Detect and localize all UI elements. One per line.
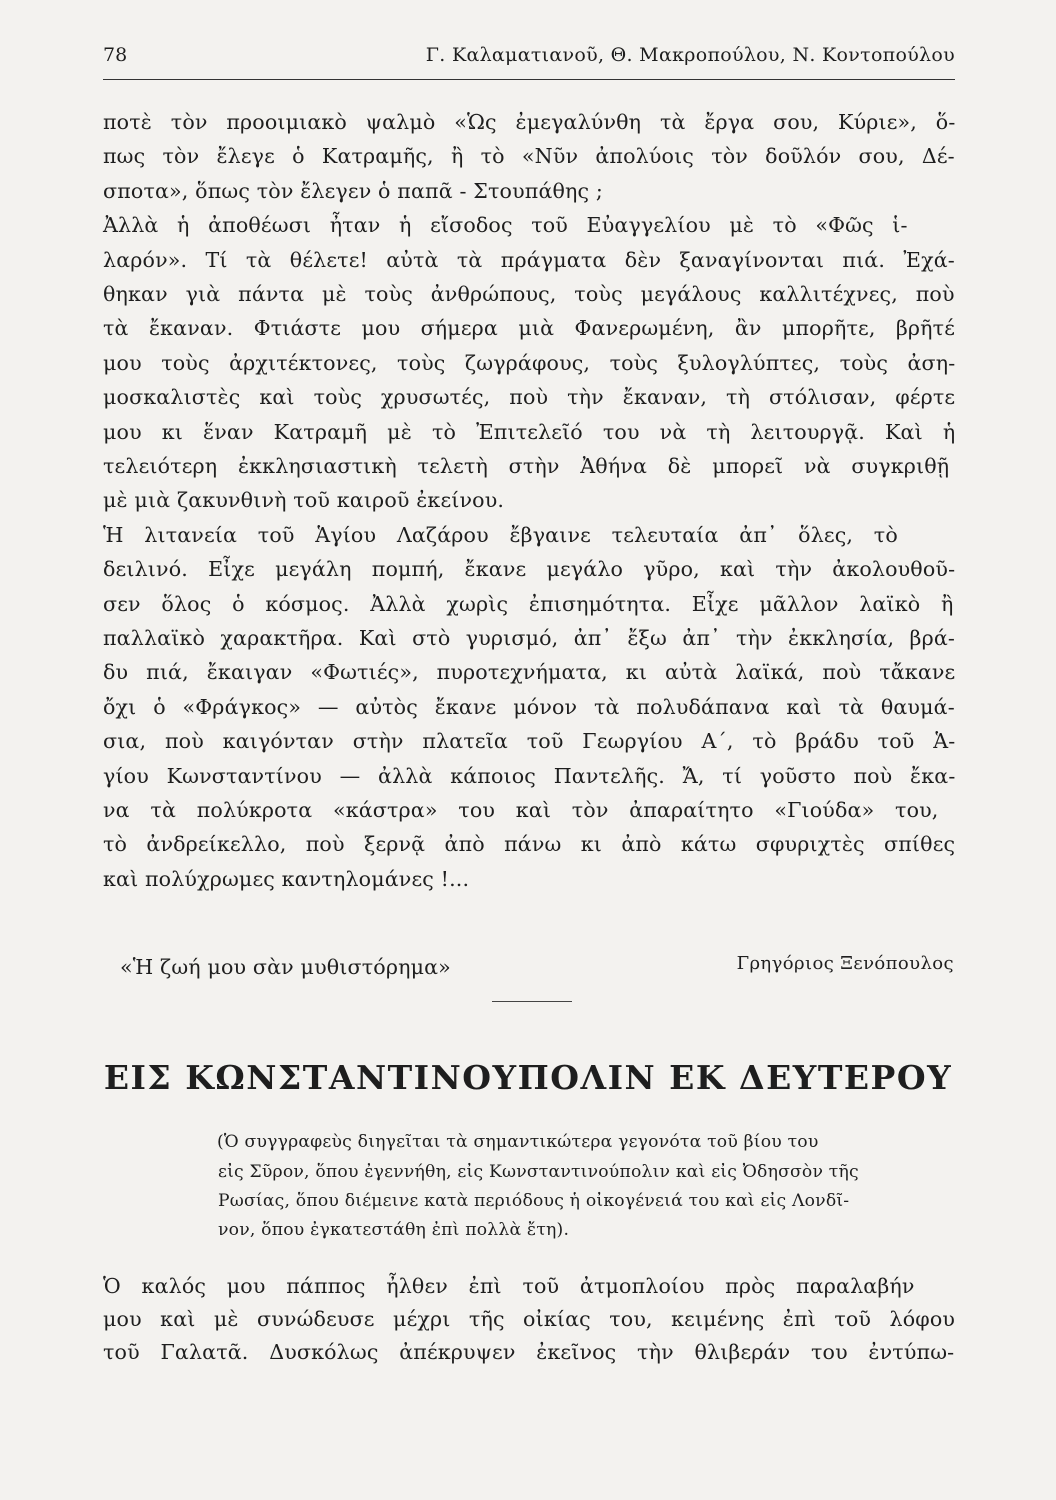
text-line: σεν ὅλος ὁ κόσμος. Ἀλλὰ χωρὶς ἐπισημότητα. Εἶχε μᾶλλον λαϊκὸ ἢ [103,591,954,616]
text-line: μου κι ἕναν Κατραμῆ μὲ τὸ Ἐπιτελεῖό του νὰ τὴ λειτουργᾷ. Καὶ ἡ [103,419,956,444]
text-line: πως τὸν ἔλεγε ὁ Κατραμῆς, ἢ τὸ «Νῦν ἀπολύοις τὸν δοῦλόν σου, Δέ- [103,144,955,169]
header-rule [103,79,955,80]
text-line: Ἀλλὰ ἡ ἀποθέωσι ἦταν ἡ εἴσοδος τοῦ Εὐαγγελίου μὲ τὸ «Φῶς ἱ- [103,213,908,238]
text-line: ποτὲ τὸν προοιμιακὸ ψαλμὸ «Ὡς ἐμεγαλύνθη τὰ ἔργα σου, Κύριε», ὅ- [103,110,956,134]
page-number: 78 [103,44,128,66]
text-line: τελειότερη ἐκκλησιαστικὴ τελετὴ στὴν Ἀθήνα δὲ μπορεῖ νὰ συγκριθῇ [103,454,950,478]
text-line: μου καὶ μὲ συνώδευσε μέχρι τῆς οἰκίας του, κειμένης ἐπὶ τοῦ λόφου [103,1307,956,1331]
text-line: μὲ μιὰ ζακυνθινὴ τοῦ καιροῦ ἐκείνου. [103,488,505,513]
text-line: καὶ πολύχρωμες καντηλομάνες !... [103,866,470,891]
page-header [103,38,955,78]
text-line: δειλινό. Εἶχε μεγάλη πομπή, ἔκανε μεγάλο γῦρο, καὶ τὴν ἀκολουθοῦ- [103,557,956,582]
section-title: ΕΙΣ ΚΩΝΣΤΑΝΤΙΝΟΥΠΟΛΙΝ ΕΚ ΔΕΥΤΕΡΟΥ [103,1058,953,1097]
note-line: νον, ὅπου ἐγκατεστάθη ἐπὶ πολλὰ ἔτη). [218,1220,570,1240]
text-line: γίου Κωνσταντίνου — ἀλλὰ κάποιος Παντελῆς. Ἄ, τί γοῦστο ποὺ ἔκα- [103,763,956,788]
quote-source: «Ἡ ζωή μου σὰν μυθιστόρημα» [120,955,451,979]
text-line: σια, ποὺ καιγόνταν στὴν πλατεῖα τοῦ Γεωργίου Α΄, τὸ βράδυ τοῦ Ἁ- [103,729,956,754]
text-line: τὸ ἀνδρείκελλο, ποὺ ξερνᾷ ἀπὸ πάνω κι ἀπὸ κάτω σφυριχτὲς σπίθες [103,832,956,857]
text-line: μοσκαλιστὲς καὶ τοὺς χρυσωτές, ποὺ τὴν ἔκαναν, τὴ στόλισαν, φέρτε [103,385,956,410]
text-line: τὰ ἔκαναν. Φτιάστε μου σήμερα μιὰ Φανερωμένη, ἂν μπορῆτε, βρῆτέ [103,316,956,341]
text-line: δυ πιά, ἔκαιγαν «Φωτιές», πυροτεχνήματα, κι αὐτὰ λαϊκά, ποὺ τἄκανε [103,660,956,685]
text-line: ὄχι ὁ «Φράγκος» — αὐτὸς ἔκανε μόνον τὰ πολυδάπανα καὶ τὰ θαυμά- [103,694,955,719]
quote-author: Γρηγόριος Ξενόπουλος [736,953,954,974]
section-separator [492,1001,572,1002]
text-line: μου τοὺς ἀρχιτέκτονες, τοὺς ζωγράφους, τοὺς ξυλογλύπτες, τοὺς ἀση- [103,350,956,375]
text-line: παλλαϊκὸ χαρακτῆρα. Καὶ στὸ γυρισμό, ἀπ᾽ ἔξω ἀπ᾽ τὴν ἐκκλησία, βρά- [103,626,956,650]
text-line: να τὰ πολύκροτα «κάστρα» του καὶ τὸν ἀπαραίτητο «Γιούδα» του, [103,798,939,822]
text-line: θηκαν γιὰ πάντα μὲ τοὺς ἀνθρώπους, τοὺς μεγάλους καλλιτέχνες, ποὺ [103,282,955,306]
text-line: Ἡ λιτανεία τοῦ Ἁγίου Λαζάρου ἔβγαινε τελευταία ἀπ᾽ ὅλες, τὸ [103,522,898,547]
text-line: λαρόν». Τί τὰ θέλετε! αὐτὰ τὰ πράγματα δὲν ξαναγίνονται πιά. Ἐχά- [103,247,955,272]
note-line: εἰς Σῦρον, ὅπου ἐγεννήθη, εἰς Κωνσταντινούπολιν καὶ εἰς Ὀδησσὸν τῆς [218,1162,859,1182]
note-line: Ρωσίας, ὅπου διέμεινε κατὰ περιόδους ἡ οἰκογένειά του καὶ εἰς Λονδῖ- [218,1191,850,1211]
text-line: σποτα», ὅπως τὸν ἔλεγεν ὁ παπᾶ - Στουπάθης ; [103,178,604,203]
note-line: (Ὁ συγγραφεὺς διηγεῖται τὰ σημαντικώτερα γεγονότα τοῦ βίου του [217,1132,819,1152]
running-head: Γ. Καλαματιανοῦ, Θ. Μακροπούλου, Ν. Κοντοπούλου [425,44,955,66]
text-line: Ὁ καλός μου πάππος ἦλθεν ἐπὶ τοῦ ἀτμοπλοίου πρὸς παραλαβήν [103,1274,915,1298]
text-line: τοῦ Γαλατᾶ. Δυσκόλως ἀπέκρυψεν ἐκεῖνος τὴν θλιβεράν του ἐντύπω- [103,1340,955,1364]
